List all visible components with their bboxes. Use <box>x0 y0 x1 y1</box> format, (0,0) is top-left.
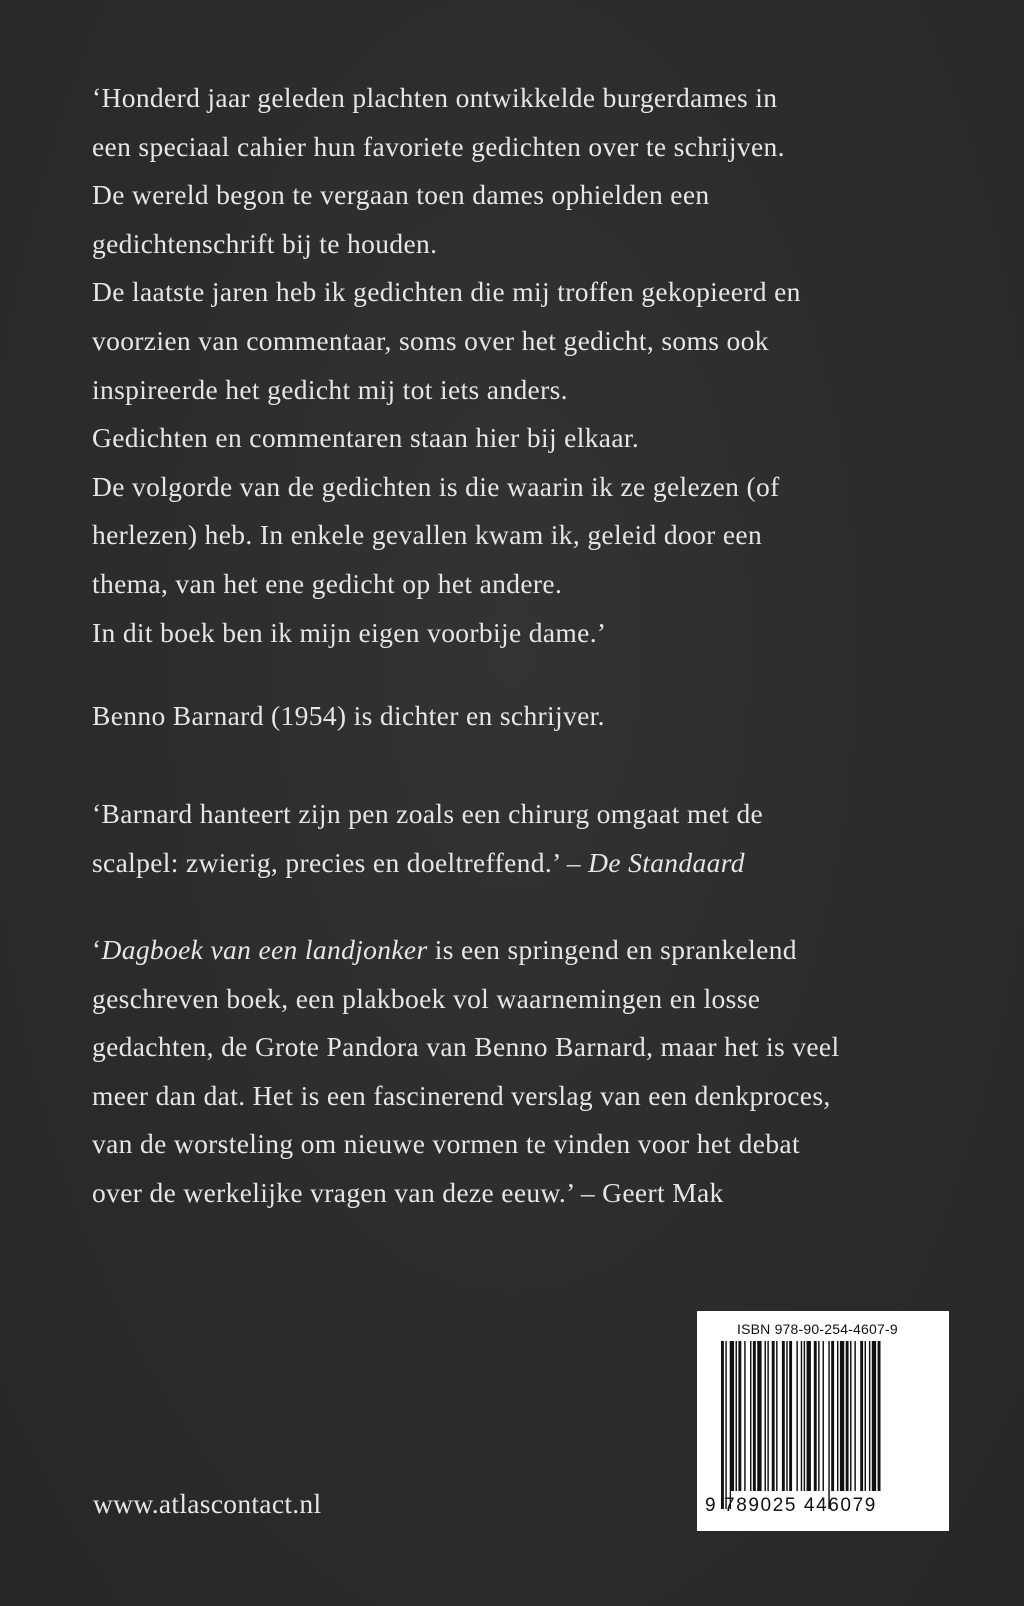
barcode-bar <box>786 1341 787 1509</box>
quote-source: De Standaard <box>588 846 745 878</box>
publisher-website[interactable]: www.atlascontact.nl <box>93 1488 322 1519</box>
barcode-bar <box>818 1341 819 1509</box>
review-quote-geert-mak <box>92 926 972 1218</box>
blurb-line: een speciaal cahier hun favoriete gedichten over te schrijven. <box>92 130 785 162</box>
blurb-line: ‘Honderd jaar geleden plachten ontwikkelde burgerdames in <box>92 82 778 113</box>
barcode-bar <box>776 1341 777 1509</box>
open-quote: ‘ <box>92 934 102 965</box>
barcode-bar <box>828 1341 829 1509</box>
blurb-line: herlezen) heb. In enkele gevallen kwam ik, geleid door een <box>92 519 763 551</box>
barcode-bar <box>772 1341 775 1509</box>
quote-line: meer dan dat. Het is een fascinerend verslag van een denkproces, <box>92 1079 831 1111</box>
author-bio-text: Benno Barnard (1954) is dichter en schrijver. <box>92 700 605 731</box>
barcode-bar <box>850 1341 851 1509</box>
quote-line <box>92 926 972 975</box>
barcode-bar <box>807 1341 811 1509</box>
isbn-label: ISBN 978-90-254-4607-9 <box>737 1321 898 1337</box>
barcode-bar <box>878 1341 881 1509</box>
blurb-paragraph <box>92 74 972 657</box>
quote-line: over de werkelijke vragen van deze eeuw.’ – Geert Mak <box>92 1176 724 1208</box>
quote-line: geschreven boek, een plakboek vol waarnemingen en losse <box>92 982 761 1014</box>
barcode-bar <box>846 1341 849 1509</box>
quote-line: van de worsteling om nieuwe vormen te vinden voor het debat <box>92 1128 800 1160</box>
blurb-line: voorzien van commentaar, soms over het gedicht, soms ook <box>92 324 769 356</box>
quote-text: scalpel: zwierig, precies en doeltreffend.’ – <box>92 846 589 878</box>
barcode-digits: 9 789025 446079 <box>705 1495 877 1516</box>
barcode-bar <box>869 1341 870 1509</box>
barcode-bar <box>796 1341 797 1509</box>
quote-line: gedachten, de Grote Pandora van Benno Barnard, maar het is veel <box>92 1031 840 1063</box>
blurb-line: De laatste jaren heb ik gedichten die mij troffen gekopieerd en <box>92 276 801 308</box>
barcode-bar <box>823 1341 824 1509</box>
quote-line: ‘Barnard hanteert zijn pen zoals een chirurg omgaat met de <box>92 798 764 829</box>
review-quote-de-standaard <box>92 790 972 887</box>
isbn-barcode <box>697 1311 949 1531</box>
barcode-bar <box>736 1341 737 1509</box>
barcode-bar <box>804 1341 805 1509</box>
blurb-line: thema, van het ene gedicht op het andere. <box>92 567 563 599</box>
blurb-line: gedichtenschrift bij te houden. <box>92 227 438 259</box>
blurb-line: Gedichten en commentaren staan hier bij elkaar. <box>92 422 640 454</box>
barcode-bars <box>719 1341 929 1509</box>
barcode-bar <box>750 1341 751 1509</box>
barcode-bar <box>744 1341 745 1509</box>
barcode-bar <box>872 1341 876 1509</box>
quote-line <box>92 839 972 888</box>
blurb-line: inspireerde het gedicht mij tot iets anders. <box>92 373 568 405</box>
barcode-bar <box>765 1341 766 1509</box>
barcode-bar <box>801 1341 802 1509</box>
author-bio <box>92 692 972 741</box>
barcode-bar <box>757 1341 761 1509</box>
barcode-bar <box>753 1341 756 1509</box>
barcode-bar <box>837 1341 838 1509</box>
barcode-bar <box>840 1341 844 1509</box>
barcode-bar <box>725 1341 726 1509</box>
barcode-bar <box>831 1341 834 1509</box>
blurb-line: In dit boek ben ik mijn eigen voorbije dame.’ <box>92 616 607 648</box>
barcode-bar <box>782 1341 785 1509</box>
barcode-bar <box>789 1341 792 1509</box>
barcode-bar <box>860 1341 863 1509</box>
barcode-bar <box>854 1341 855 1509</box>
barcode-bar <box>721 1341 724 1509</box>
blurb-line: De volgorde van de gedichten is die waarin ik ze gelezen (of <box>92 470 780 502</box>
book-title: Dagboek van een landjonker <box>101 934 428 965</box>
blurb-line: De wereld begon te vergaan toen dames ophielden een <box>92 179 710 211</box>
barcode-bar <box>814 1341 817 1509</box>
barcode-bar <box>738 1341 741 1509</box>
quote-text: is een springend en sprankelend <box>427 934 797 965</box>
barcode-bar <box>865 1341 866 1509</box>
barcode-bar <box>767 1341 768 1509</box>
barcode-bar <box>730 1341 734 1509</box>
